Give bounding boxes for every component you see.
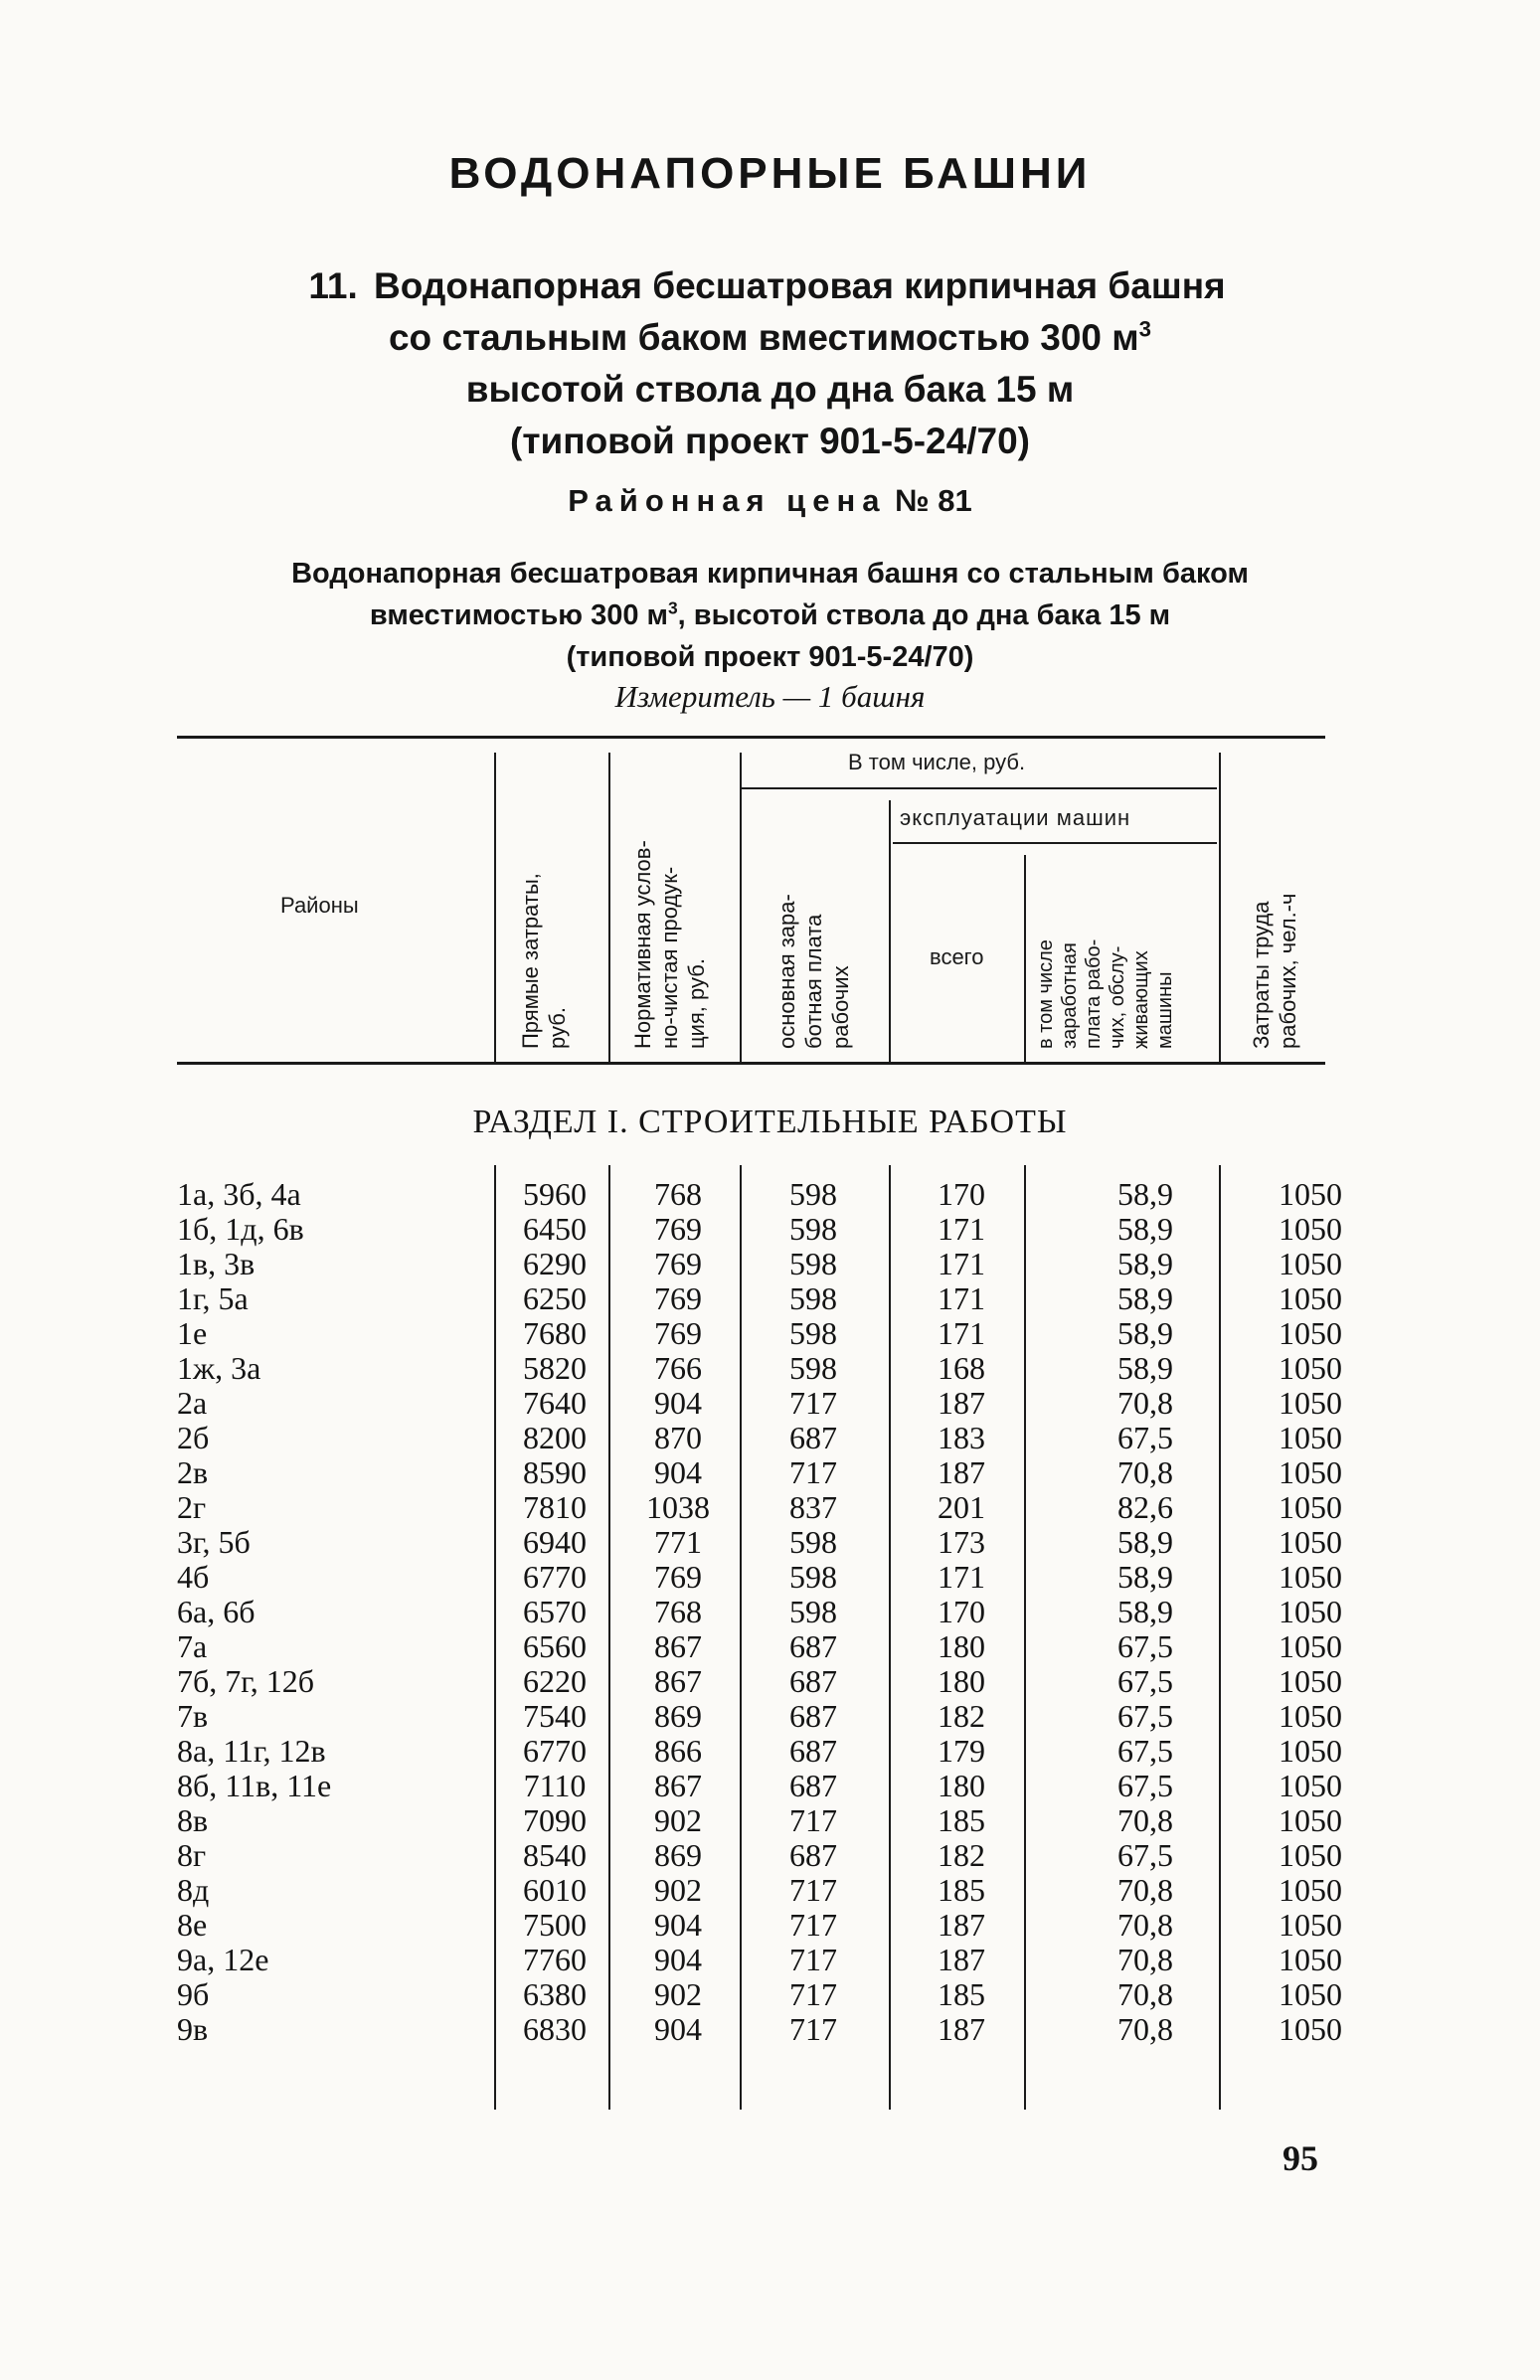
header-regions: Районы — [280, 893, 359, 918]
region-cell: 1г, 5а — [177, 1280, 249, 1316]
normative-cell: 867 — [654, 1663, 702, 1699]
machine-total-cell: 180 — [938, 1768, 985, 1803]
machine-total-cell: 185 — [938, 1872, 985, 1908]
normative-cell: 904 — [654, 1942, 702, 1977]
machine-total-cell: 170 — [938, 1594, 985, 1629]
direct-costs-cell: 6770 — [523, 1733, 587, 1769]
table-row — [0, 1212, 1540, 1247]
region-cell: 8е — [177, 1907, 208, 1943]
machine-total-cell: 168 — [938, 1350, 985, 1386]
region-cell: 1е — [177, 1315, 208, 1351]
labor-cell: 1050 — [1279, 1802, 1342, 1838]
region-cell: 7б, 7г, 12б — [177, 1663, 315, 1699]
description-line1: Водонапорная бесшатровая кирпичная башня со стальным баком — [291, 558, 1249, 590]
item-title — [0, 260, 1540, 467]
labor-cell: 1050 — [1279, 2011, 1342, 2047]
direct-costs-cell: 6380 — [523, 1976, 587, 2012]
normative-cell: 769 — [654, 1559, 702, 1595]
machine-total-cell: 173 — [938, 1524, 985, 1560]
table-row — [0, 1351, 1540, 1386]
basic-wage-cell: 687 — [789, 1663, 837, 1699]
header-divider — [740, 753, 742, 1062]
region-cell: 8в — [177, 1802, 209, 1838]
direct-costs-cell: 7810 — [523, 1489, 587, 1525]
basic-wage-cell: 687 — [789, 1420, 837, 1455]
operators-wage-cell: 67,5 — [1117, 1768, 1173, 1803]
normative-cell: 869 — [654, 1837, 702, 1873]
region-cell: 8а, 11г, 12в — [177, 1733, 326, 1769]
region-cell: 1в, 3в — [177, 1246, 256, 1281]
machine-total-cell: 182 — [938, 1698, 985, 1734]
basic-wage-cell: 717 — [789, 1385, 837, 1421]
operators-wage-cell: 82,6 — [1117, 1489, 1173, 1525]
normative-cell: 904 — [654, 2011, 702, 2047]
region-cell: 7в — [177, 1698, 209, 1734]
basic-wage-cell: 687 — [789, 1628, 837, 1664]
basic-wage-cell: 717 — [789, 1976, 837, 2012]
labor-cell: 1050 — [1279, 1211, 1342, 1247]
section-title: ВОДОНАПОРНЫЕ БАШНИ — [448, 149, 1092, 198]
machine-total-cell: 187 — [938, 1454, 985, 1490]
basic-wage-cell: 598 — [789, 1246, 837, 1281]
direct-costs-cell: 6770 — [523, 1559, 587, 1595]
operators-wage-cell: 67,5 — [1117, 1733, 1173, 1769]
machine-total-cell: 171 — [938, 1559, 985, 1595]
machine-total-cell: 187 — [938, 1907, 985, 1943]
header-divider — [1024, 855, 1026, 1062]
header-total: всего — [930, 944, 984, 969]
region-cell: 2в — [177, 1454, 209, 1490]
normative-cell: 866 — [654, 1733, 702, 1769]
header-machine-operation: эксплуатации машин — [900, 805, 1131, 830]
direct-costs-cell: 7680 — [523, 1315, 587, 1351]
direct-costs-cell: 5960 — [523, 1176, 587, 1212]
operators-wage-cell: 67,5 — [1117, 1420, 1173, 1455]
item-number: 11. — [308, 265, 358, 306]
direct-costs-cell: 7760 — [523, 1942, 587, 1977]
machine-total-cell: 180 — [938, 1628, 985, 1664]
normative-cell: 904 — [654, 1454, 702, 1490]
machines-rule — [893, 842, 1217, 844]
direct-costs-cell: 6290 — [523, 1246, 587, 1281]
normative-cell: 769 — [654, 1280, 702, 1316]
basic-wage-cell: 717 — [789, 1802, 837, 1838]
basic-wage-cell: 717 — [789, 1907, 837, 1943]
operators-wage-cell: 70,8 — [1117, 1872, 1173, 1908]
table-row — [0, 1490, 1540, 1525]
labor-cell: 1050 — [1279, 1872, 1342, 1908]
region-cell: 3г, 5б — [177, 1524, 251, 1560]
operators-wage-cell: 70,8 — [1117, 1976, 1173, 2012]
normative-cell: 869 — [654, 1698, 702, 1734]
header-divider — [608, 753, 610, 1062]
description-line2: вместимостью 300 $м^3$, высотой ствола до дна бака 15 м — [369, 597, 1171, 631]
page-number: 95 — [1283, 2138, 1318, 2178]
labor-cell: 1050 — [1279, 1768, 1342, 1803]
header-labor: Затраты труда рабочих, чел.-ч — [1249, 893, 1300, 1049]
item-title-line3: высотой ствола до дна бака 15 м — [465, 369, 1075, 410]
operators-wage-cell: 58,9 — [1117, 1176, 1173, 1212]
item-title-line2: со стальным баком вместимостью 300 $м^3$ — [388, 316, 1151, 358]
operators-wage-cell: 58,9 — [1117, 1594, 1173, 1629]
region-cell: 2а — [177, 1385, 208, 1421]
machine-total-cell: 201 — [938, 1489, 985, 1525]
table-row — [0, 1769, 1540, 1803]
table-row — [0, 1316, 1540, 1351]
labor-cell: 1050 — [1279, 1524, 1342, 1560]
machine-total-cell: 179 — [938, 1733, 985, 1769]
normative-cell: 902 — [654, 1872, 702, 1908]
section-heading: РАЗДЕЛ I. СТРОИТЕЛЬНЫЕ РАБОТЫ — [472, 1104, 1068, 1140]
table-row — [0, 1386, 1540, 1421]
operators-wage-cell: 58,9 — [1117, 1211, 1173, 1247]
labor-cell: 1050 — [1279, 1628, 1342, 1664]
operators-wage-cell: 70,8 — [1117, 1802, 1173, 1838]
machine-total-cell: 171 — [938, 1315, 985, 1351]
machine-total-cell: 185 — [938, 1802, 985, 1838]
region-cell: 7а — [177, 1628, 208, 1664]
table-row — [0, 1838, 1540, 1873]
machine-total-cell: 187 — [938, 1942, 985, 1977]
basic-wage-cell: 837 — [789, 1489, 837, 1525]
header-direct-costs: Прямые затраты, руб. — [518, 873, 570, 1049]
direct-costs-cell: 6220 — [523, 1663, 587, 1699]
table-row — [0, 1943, 1540, 1977]
machine-total-cell: 171 — [938, 1246, 985, 1281]
direct-costs-cell: 7540 — [523, 1698, 587, 1734]
basic-wage-cell: 598 — [789, 1559, 837, 1595]
direct-costs-cell: 8590 — [523, 1454, 587, 1490]
operators-wage-cell: 70,8 — [1117, 1942, 1173, 1977]
direct-costs-cell: 6940 — [523, 1524, 587, 1560]
operators-wage-cell: 70,8 — [1117, 2011, 1173, 2047]
table-row — [0, 1664, 1540, 1699]
machine-total-cell: 187 — [938, 2011, 985, 2047]
operators-wage-cell: 67,5 — [1117, 1628, 1173, 1664]
machine-total-cell: 185 — [938, 1976, 985, 2012]
operators-wage-cell: 58,9 — [1117, 1524, 1173, 1560]
operators-wage-cell: 70,8 — [1117, 1454, 1173, 1490]
description — [0, 553, 1540, 678]
normative-cell: 766 — [654, 1350, 702, 1386]
basic-wage-cell: 598 — [789, 1315, 837, 1351]
table-row — [0, 1629, 1540, 1664]
header-including: В том числе, руб. — [848, 750, 1026, 774]
direct-costs-cell: 7110 — [523, 1768, 587, 1803]
operators-wage-cell: 70,8 — [1117, 1907, 1173, 1943]
region-cell: 1а, 3б, 4а — [177, 1176, 301, 1212]
table-row — [0, 1177, 1540, 1212]
region-cell: 9б — [177, 1976, 210, 2012]
machine-total-cell: 187 — [938, 1385, 985, 1421]
region-cell: 9в — [177, 2011, 209, 2047]
normative-cell: 771 — [654, 1524, 702, 1560]
basic-wage-cell: 598 — [789, 1280, 837, 1316]
region-cell: 1б, 1д, 6в — [177, 1211, 304, 1247]
machine-total-cell: 180 — [938, 1663, 985, 1699]
normative-cell: 769 — [654, 1246, 702, 1281]
direct-costs-cell: 7500 — [523, 1907, 587, 1943]
direct-costs-cell: 6830 — [523, 2011, 587, 2047]
header-basic-wage: основная зара- ботная плата рабочих — [774, 894, 853, 1049]
labor-cell: 1050 — [1279, 1698, 1342, 1734]
header-divider — [494, 753, 496, 1062]
header-divider — [1219, 753, 1221, 1062]
table-row — [0, 1977, 1540, 2012]
item-title-line4: (типовой проект 901-5-24/70) — [510, 421, 1030, 461]
basic-wage-cell: 598 — [789, 1524, 837, 1560]
basic-wage-cell: 717 — [789, 1454, 837, 1490]
table-row — [0, 1281, 1540, 1316]
operators-wage-cell: 67,5 — [1117, 1663, 1173, 1699]
basic-wage-cell: 598 — [789, 1176, 837, 1212]
machine-total-cell: 183 — [938, 1420, 985, 1455]
region-cell: 8б, 11в, 11е — [177, 1768, 332, 1803]
machine-total-cell: 182 — [938, 1837, 985, 1873]
item-title-line1: 11. Водонапорная бесшатровая кирпичная башня — [308, 265, 1226, 306]
normative-cell: 1038 — [646, 1489, 710, 1525]
table-row — [0, 1421, 1540, 1455]
basic-wage-cell: 717 — [789, 2011, 837, 2047]
direct-costs-cell: 6250 — [523, 1280, 587, 1316]
machine-total-cell: 171 — [938, 1280, 985, 1316]
normative-cell: 867 — [654, 1768, 702, 1803]
normative-cell: 870 — [654, 1420, 702, 1455]
table-header-bottom-rule — [177, 1062, 1325, 1065]
labor-cell: 1050 — [1279, 1176, 1342, 1212]
table-row — [0, 1699, 1540, 1734]
labor-cell: 1050 — [1279, 1733, 1342, 1769]
direct-costs-cell: 7090 — [523, 1802, 587, 1838]
basic-wage-cell: 598 — [789, 1594, 837, 1629]
description-line3: (типовой проект 901-5-24/70) — [566, 641, 974, 673]
operators-wage-cell: 58,9 — [1117, 1280, 1173, 1316]
direct-costs-cell: 6560 — [523, 1628, 587, 1664]
basic-wage-cell: 687 — [789, 1768, 837, 1803]
normative-cell: 902 — [654, 1802, 702, 1838]
operators-wage-cell: 67,5 — [1117, 1837, 1173, 1873]
labor-cell: 1050 — [1279, 1350, 1342, 1386]
region-cell: 2б — [177, 1420, 210, 1455]
table-row — [0, 1525, 1540, 1560]
labor-cell: 1050 — [1279, 1837, 1342, 1873]
labor-cell: 1050 — [1279, 1559, 1342, 1595]
table-row — [0, 1734, 1540, 1769]
labor-cell: 1050 — [1279, 1907, 1342, 1943]
table-top-rule — [177, 736, 1325, 739]
machine-total-cell: 170 — [938, 1176, 985, 1212]
header-operators-wage: в том числе заработная плата рабо- чих, обслу- живающих машины — [1035, 938, 1176, 1049]
table-row — [0, 1803, 1540, 1838]
basic-wage-cell: 717 — [789, 1872, 837, 1908]
labor-cell: 1050 — [1279, 1594, 1342, 1629]
district-price-number: № 81 — [895, 483, 972, 518]
labor-cell: 1050 — [1279, 1385, 1342, 1421]
region-cell: 6а, 6б — [177, 1594, 256, 1629]
direct-costs-cell: 6450 — [523, 1211, 587, 1247]
operators-wage-cell: 58,9 — [1117, 1559, 1173, 1595]
labor-cell: 1050 — [1279, 1489, 1342, 1525]
direct-costs-cell: 6010 — [523, 1872, 587, 1908]
unit-of-measure: Измеритель — 1 башня — [614, 679, 926, 714]
normative-cell: 769 — [654, 1211, 702, 1247]
direct-costs-cell: 8200 — [523, 1420, 587, 1455]
labor-cell: 1050 — [1279, 1246, 1342, 1281]
normative-cell: 768 — [654, 1594, 702, 1629]
direct-costs-cell: 5820 — [523, 1350, 587, 1386]
table-row — [0, 1560, 1540, 1595]
region-cell: 8д — [177, 1872, 210, 1908]
labor-cell: 1050 — [1279, 1663, 1342, 1699]
basic-wage-cell: 717 — [789, 1942, 837, 1977]
basic-wage-cell: 687 — [789, 1733, 837, 1769]
region-cell: 1ж, 3а — [177, 1350, 261, 1386]
normative-cell: 904 — [654, 1385, 702, 1421]
labor-cell: 1050 — [1279, 1315, 1342, 1351]
labor-cell: 1050 — [1279, 1420, 1342, 1455]
labor-cell: 1050 — [1279, 1976, 1342, 2012]
operators-wage-cell: 58,9 — [1117, 1246, 1173, 1281]
district-price — [0, 483, 1540, 519]
including-rule — [740, 787, 1217, 789]
operators-wage-cell: 58,9 — [1117, 1315, 1173, 1351]
labor-cell: 1050 — [1279, 1454, 1342, 1490]
direct-costs-cell: 8540 — [523, 1837, 587, 1873]
labor-cell: 1050 — [1279, 1280, 1342, 1316]
labor-cell: 1050 — [1279, 1942, 1342, 1977]
region-cell: 9а, 12е — [177, 1942, 269, 1977]
basic-wage-cell: 687 — [789, 1837, 837, 1873]
region-cell: 8г — [177, 1837, 207, 1873]
normative-cell: 867 — [654, 1628, 702, 1664]
district-price-label: Районная цена — [568, 483, 887, 518]
table-row — [0, 1908, 1540, 1943]
machine-total-cell: 171 — [938, 1211, 985, 1247]
table-row — [0, 1455, 1540, 1490]
direct-costs-cell: 6570 — [523, 1594, 587, 1629]
normative-cell: 768 — [654, 1176, 702, 1212]
table-row — [0, 2012, 1540, 2047]
normative-cell: 902 — [654, 1976, 702, 2012]
table-row — [0, 1595, 1540, 1629]
direct-costs-cell: 7640 — [523, 1385, 587, 1421]
region-cell: 2г — [177, 1489, 207, 1525]
header-divider — [889, 800, 891, 1062]
table-row — [0, 1873, 1540, 1908]
header-normative: Нормативная услов- но-чистая продук- ция, руб. — [630, 840, 709, 1049]
region-cell: 4б — [177, 1559, 210, 1595]
operators-wage-cell: 67,5 — [1117, 1698, 1173, 1734]
basic-wage-cell: 598 — [789, 1211, 837, 1247]
normative-cell: 769 — [654, 1315, 702, 1351]
normative-cell: 904 — [654, 1907, 702, 1943]
operators-wage-cell: 58,9 — [1117, 1350, 1173, 1386]
table-row — [0, 1247, 1540, 1281]
basic-wage-cell: 598 — [789, 1350, 837, 1386]
basic-wage-cell: 687 — [789, 1698, 837, 1734]
operators-wage-cell: 70,8 — [1117, 1385, 1173, 1421]
